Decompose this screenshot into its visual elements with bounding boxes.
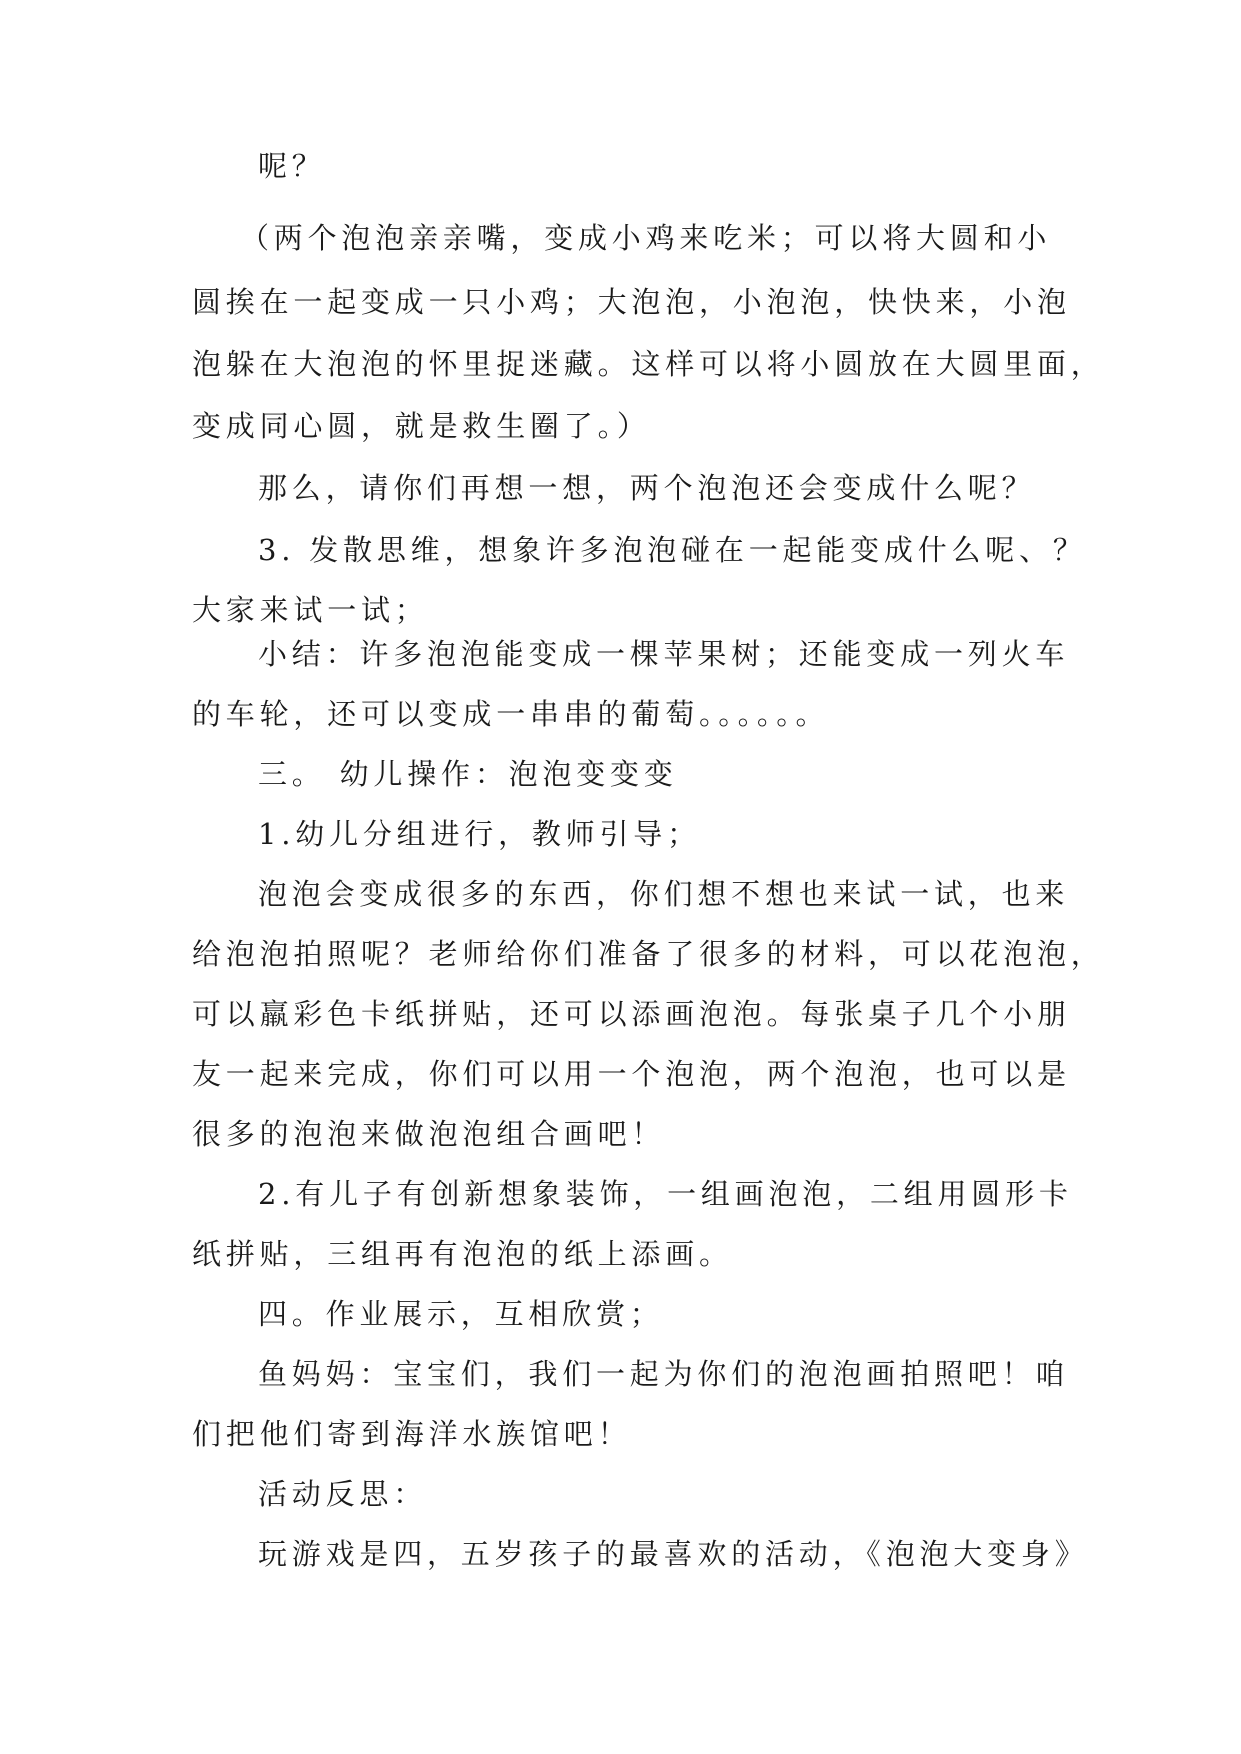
text-line: 1.幼儿分组进行，教师引导； [258, 817, 701, 851]
text-line: 泡泡会变成很多的东西，你们想不想也来试一试，也来 [258, 877, 1070, 911]
text-line: 鱼妈妈：宝宝们，我们一起为你们的泡泡画拍照吧！咱 [258, 1357, 1070, 1391]
text-line: 可以羸彩色卡纸拼贴，还可以添画泡泡。每张桌子几个小朋 [192, 997, 1071, 1031]
text-line: 3. 发散思维，想象许多泡泡碰在一起能变成什么呢、？ [258, 533, 1087, 567]
text-line: 小结：许多泡泡能变成一棵苹果树；还能变成一列火车 [258, 637, 1070, 671]
text-line: 玩游戏是四，五岁孩子的最喜欢的活动，《泡泡大变身》 [258, 1537, 1089, 1571]
text-line: 们把他们寄到海洋水族馆吧！ [192, 1417, 632, 1451]
text-line: 大家来试一试； [192, 593, 429, 627]
text-line: 很多的泡泡来做泡泡组合画吧！ [192, 1117, 666, 1151]
text-line: 的车轮，还可以变成一串串的葡萄。。。。。。 [192, 697, 830, 731]
text-line: 四。作业展示，互相欣赏； [258, 1297, 664, 1331]
text-line: 圆挨在一起变成一只小鸡；大泡泡，小泡泡，快快来，小泡 [192, 285, 1071, 319]
text-line: 2.有儿子有创新想象装饰，一组画泡泡，二组用圆形卡 [258, 1177, 1073, 1211]
text-line: 友一起来完成，你们可以用一个泡泡，两个泡泡，也可以是 [192, 1057, 1071, 1091]
text-line: 活动反思： [258, 1477, 428, 1511]
text-line: 三。 幼儿操作：泡泡变变变 [258, 757, 678, 791]
text-line: 呢？ [258, 149, 326, 183]
text-line: 变成同心圆，就是救生圈了。） [192, 409, 651, 443]
text-line: 那么，请你们再想一想，两个泡泡还会变成什么呢？ [258, 471, 1036, 505]
text-line: （两个泡泡亲亲嘴，变成小鸡来吃米；可以将大圆和小 [240, 221, 1052, 255]
text-line: 给泡泡拍照呢？老师给你们准备了很多的材料，可以花泡泡， [192, 937, 1105, 971]
text-line: 泡躲在大泡泡的怀里捉迷藏。这样可以将小圆放在大圆里面， [192, 347, 1105, 381]
text-line: 纸拼贴，三组再有泡泡的纸上添画。 [192, 1237, 733, 1271]
